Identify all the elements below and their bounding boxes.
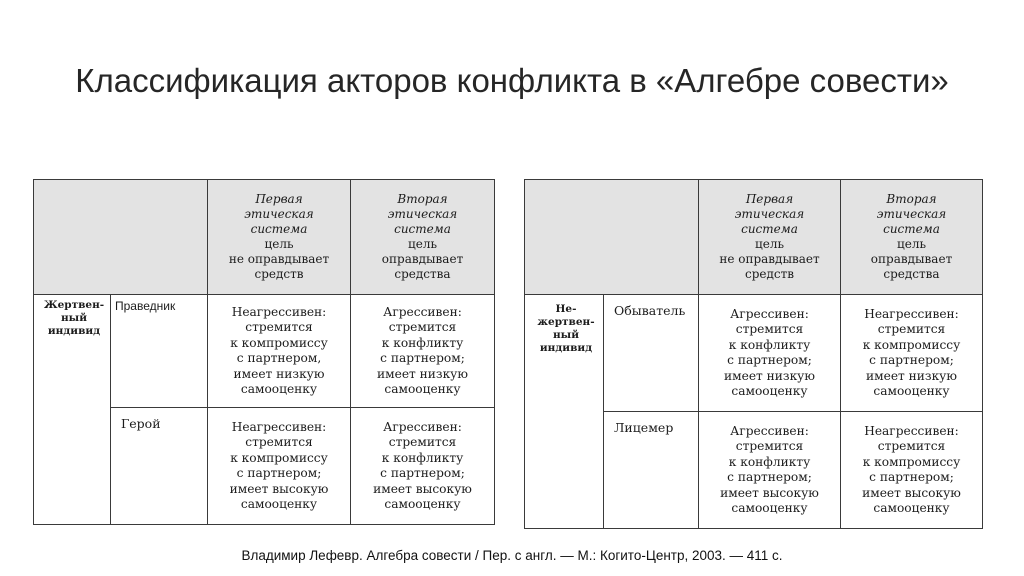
table-row <box>34 295 495 408</box>
role-label-hero: Герой <box>111 408 208 525</box>
cell-line: Агрессивен: <box>383 304 462 319</box>
header-line: оправдывает <box>870 252 953 266</box>
group-label-line: индивид <box>539 342 593 354</box>
header-line: средств <box>744 267 794 281</box>
cell-line: с партнером; <box>727 353 812 367</box>
cell-hero-first-system <box>208 408 351 525</box>
header-first-ethical-system <box>699 180 841 295</box>
header-line: Первая <box>255 192 303 206</box>
cell-line: с партнером; <box>380 466 465 480</box>
cell-philistine-second-system <box>841 295 983 412</box>
cell-line: Агрессивен: <box>730 306 809 321</box>
role-label-hypocrite: Лицемер <box>604 412 699 529</box>
cell-righteous-first-system <box>208 295 351 408</box>
header-line: этическая <box>876 207 947 221</box>
cell-line: Неагрессивен: <box>231 419 327 434</box>
header-line: цель <box>264 237 294 251</box>
header-line: не оправдывает <box>719 252 820 266</box>
header-line: цель <box>897 237 926 251</box>
cell-line: Неагрессивен: <box>864 423 959 438</box>
header-line: средств <box>254 267 304 281</box>
header-empty-cell <box>525 180 699 295</box>
cell-line: самооценку <box>731 501 808 515</box>
classification-table-non-sacrificial <box>524 179 983 529</box>
cell-line: к компромиссу <box>862 337 961 352</box>
cell-line: самооценку <box>384 497 461 511</box>
header-line: не оправдывает <box>228 252 330 266</box>
header-line: этическая <box>244 207 314 221</box>
cell-line: самооценку <box>873 384 950 398</box>
table-header-row <box>525 180 983 295</box>
header-line: цель <box>408 237 437 251</box>
cell-line: с партнером; <box>236 466 322 480</box>
cell-line: стремится <box>388 320 457 334</box>
table-header-row <box>34 180 495 295</box>
cell-hypocrite-second-system <box>841 412 983 529</box>
cell-line: с партнером; <box>869 353 954 367</box>
cell-line: самооценку <box>240 497 318 511</box>
source-citation: Владимир Лефевр. Алгебра совести / Пер. с англ. — М.: Когито-Центр, 2003. — 411 с. <box>241 548 783 563</box>
cell-line: к конфликту <box>381 335 464 350</box>
cell-line: стремится <box>245 320 313 334</box>
header-line: этическая <box>387 207 458 221</box>
cell-line: с партнером; <box>727 470 812 484</box>
cell-line: стремится <box>245 435 313 449</box>
cell-line: к конфликту <box>381 450 464 465</box>
cell-line: самооценку <box>384 382 461 396</box>
cell-line: имеет низкую <box>233 366 325 381</box>
cell-line: имеет высокую <box>229 481 329 496</box>
header-line: средства <box>394 267 451 281</box>
cell-line: с партнером, <box>236 351 322 365</box>
header-line: Вторая <box>886 192 937 206</box>
cell-line: имеет высокую <box>862 485 961 500</box>
header-line: Первая <box>745 192 794 206</box>
cell-line: стремится <box>877 439 946 453</box>
cell-line: с партнером; <box>380 351 465 365</box>
cell-line: стремится <box>735 322 804 336</box>
cell-line: к конфликту <box>728 454 811 469</box>
header-second-ethical-system <box>351 180 495 295</box>
cell-line: имеет низкую <box>377 366 468 381</box>
cell-line: к конфликту <box>728 337 811 352</box>
cell-line: Агрессивен: <box>730 423 809 438</box>
header-line: цель <box>755 237 784 251</box>
cell-hypocrite-first-system <box>699 412 841 529</box>
slide-title: Классификация акторов конфликта в «Алгебре совести» <box>75 62 949 99</box>
group-label-line: ный <box>553 329 579 341</box>
cell-philistine-first-system <box>699 295 841 412</box>
cell-line: самооценку <box>240 382 318 396</box>
header-empty-cell <box>34 180 208 295</box>
group-label-non-sacrificial <box>525 295 604 529</box>
cell-line: Агрессивен: <box>383 419 462 434</box>
role-label-righteous: Праведник <box>111 295 208 408</box>
cell-line: стремится <box>877 322 946 336</box>
cell-line: Неагрессивен: <box>231 304 327 319</box>
group-label-line: ный <box>61 312 87 324</box>
header-line: Вторая <box>397 192 448 206</box>
cell-line: самооценку <box>873 501 950 515</box>
group-label-line: жертвен- <box>537 316 595 328</box>
cell-righteous-second-system <box>351 295 495 408</box>
cell-line: самооценку <box>731 384 808 398</box>
cell-line: к компромиссу <box>862 454 961 469</box>
cell-line: с партнером; <box>869 470 954 484</box>
role-label-philistine: Обыватель <box>604 295 699 412</box>
cell-line: имеет высокую <box>373 481 472 496</box>
header-line: оправдывает <box>381 252 464 266</box>
header-line: система <box>883 222 940 236</box>
header-line: средства <box>883 267 940 281</box>
header-second-ethical-system <box>841 180 983 295</box>
group-label-line: Не- <box>555 303 577 315</box>
classification-table-sacrificial <box>33 179 495 525</box>
cell-line: к компромиссу <box>230 450 328 465</box>
group-label-line: индивид <box>47 325 101 337</box>
cell-line: стремится <box>735 439 804 453</box>
header-line: система <box>741 222 798 236</box>
cell-line: стремится <box>388 435 457 449</box>
group-label-line: Жертвен- <box>43 299 105 311</box>
group-label-sacrificial <box>34 295 111 525</box>
cell-hero-second-system <box>351 408 495 525</box>
cell-line: имеет низкую <box>724 368 815 383</box>
cell-line: к компромиссу <box>230 335 328 350</box>
cell-line: имеет высокую <box>720 485 819 500</box>
table-row <box>525 295 983 412</box>
header-line: система <box>250 222 308 236</box>
header-first-ethical-system <box>208 180 351 295</box>
cell-line: имеет низкую <box>866 368 957 383</box>
header-line: этическая <box>734 207 805 221</box>
header-line: система <box>394 222 451 236</box>
cell-line: Неагрессивен: <box>864 306 959 321</box>
